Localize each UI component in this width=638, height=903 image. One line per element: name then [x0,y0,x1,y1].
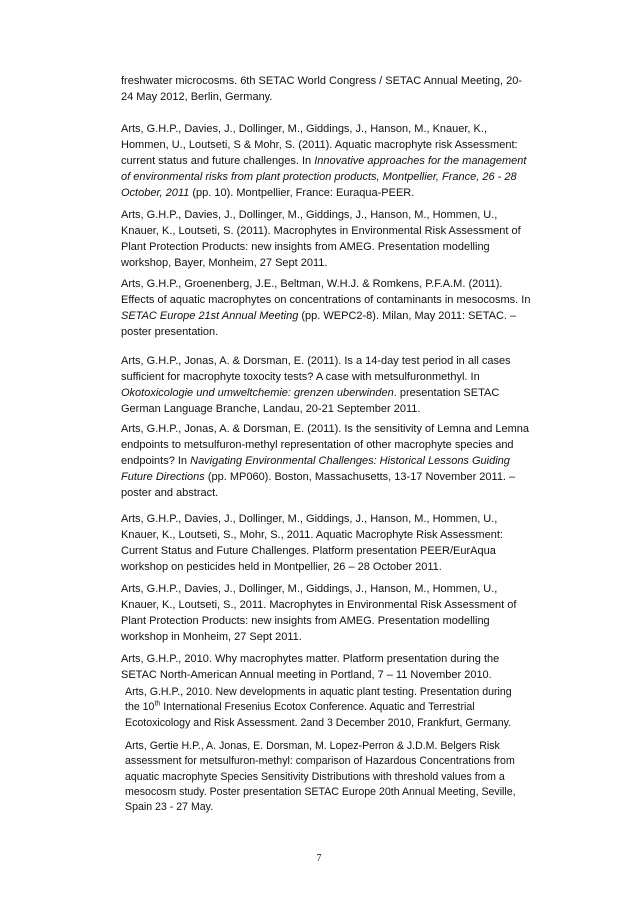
reference-entry: freshwater microcosms. 6th SETAC World Congress / SETAC Annual Meeting, 20-24 May 2012, Berlin, Germany. [121,75,523,103]
reference-entry: Arts, G.H.P., Jonas, A. & Dorsman, E. (2011). Is a 14-day test period in all cases sufficient for macrophyte toxocity tests? A case with metsulfuronmethyl. In Okotoxicologie und umweltchemie: grenzen uberwinden. presentation SETAC German Language Branche, Landau, 20-21 September 2011. [121,355,511,415]
reference-entry: Arts, G.H.P., Davies, J., Dollinger, M., Giddings, J., Hanson, M., Hommen, U., Knauer, K., Loutseti, S., 2011. Macrophytes in Environmental Risk Assessment of Plant Protection Products: new insights from AMEG. Presentation modelling workshop in Monheim, 27 Sept 2011. [121,583,517,643]
reference-entry: Arts, Gertie H.P., A. Jonas, E. Dorsman, M. Lopez-Perron & J.D.M. Belgers Risk assessment for metsulfuron-methyl: comparison of Hazardous Concentrations from aquatic macrophyte Species Sensitivity Distributions with threshold values from a mesocosm study. Poster presentation SETAC Europe 20th Annual Meeting, Seville, Spain 23 - 27 May. [125,740,516,814]
reference-entry: Arts, G.H.P., Davies, J., Dollinger, M., Giddings, J., Hanson, M., Hommen, U., Knauer, K., Loutseti, S. (2011). Macrophytes in Environmental Risk Assessment of Plant Protection Products: new insights from AMEG. Presentation modelling workshop, Bayer, Monheim, 27 Sept 2011. [121,209,521,269]
page-number: 7 [316,853,322,864]
reference-entry: Arts, G.H.P., 2010. New developments in aquatic plant testing. Presentation during the 10th International Fresenius Ecotox Conference. Aquatic and Terrestrial Ecotoxicology and Risk Assessment. 2and 3 December 2010, Frankfurt, Germany. [125,686,512,729]
reference-entry: Arts, G.H.P., Davies, J., Dollinger, M., Giddings, J., Hanson, M., Knauer, K., Hommen, U., Loutseti, S & Mohr, S. (2011). Aquatic macrophyte risk Assessment: current status and future challenges. In Innovative approaches for the management of environmental risks from plant protection products, Montpellier, France, 26 - 28 October, 2011 (pp. 10). Montpellier, France: Euraqua-PEER. [121,123,527,199]
reference-entry: Arts, G.H.P., 2010. Why macrophytes matter. Platform presentation during the SETAC North-American Annual meeting in Portland, 7 – 11 November 2010. [121,653,500,681]
reference-entry: Arts, G.H.P., Davies, J., Dollinger, M., Giddings, J., Hanson, M., Hommen, U., Knauer, K., Loutseti, S., Mohr, S., 2011. Aquatic Macrophyte Risk Assessment: Current Status and Future Challenges. Platform presentation PEER/EurAqua workshop on pesticides held in Montpellier, 26 – 28 October 2011. [121,513,503,573]
reference-entry: Arts, G.H.P., Jonas, A. & Dorsman, E. (2011). Is the sensitivity of Lemna and Lemna endpoints to metsulfuron-methyl representation of other macrophyte species and endpoints? In Navigating Environmental Challenges: Historical Lessons Guiding Future Directions (pp. MP060). Boston, Massachusetts, 13-17 November 2011. – poster and abstract. [121,423,530,499]
reference-entry: Arts, G.H.P., Groenenberg, J.E., Beltman, W.H.J. & Romkens, P.F.A.M. (2011). Effects of aquatic macrophytes on concentrations of contaminants in mesocosms. In SETAC Europe 21st Annual Meeting (pp. WEPC2-8). Milan, May 2011: SETAC. –poster presentation. [121,278,531,338]
